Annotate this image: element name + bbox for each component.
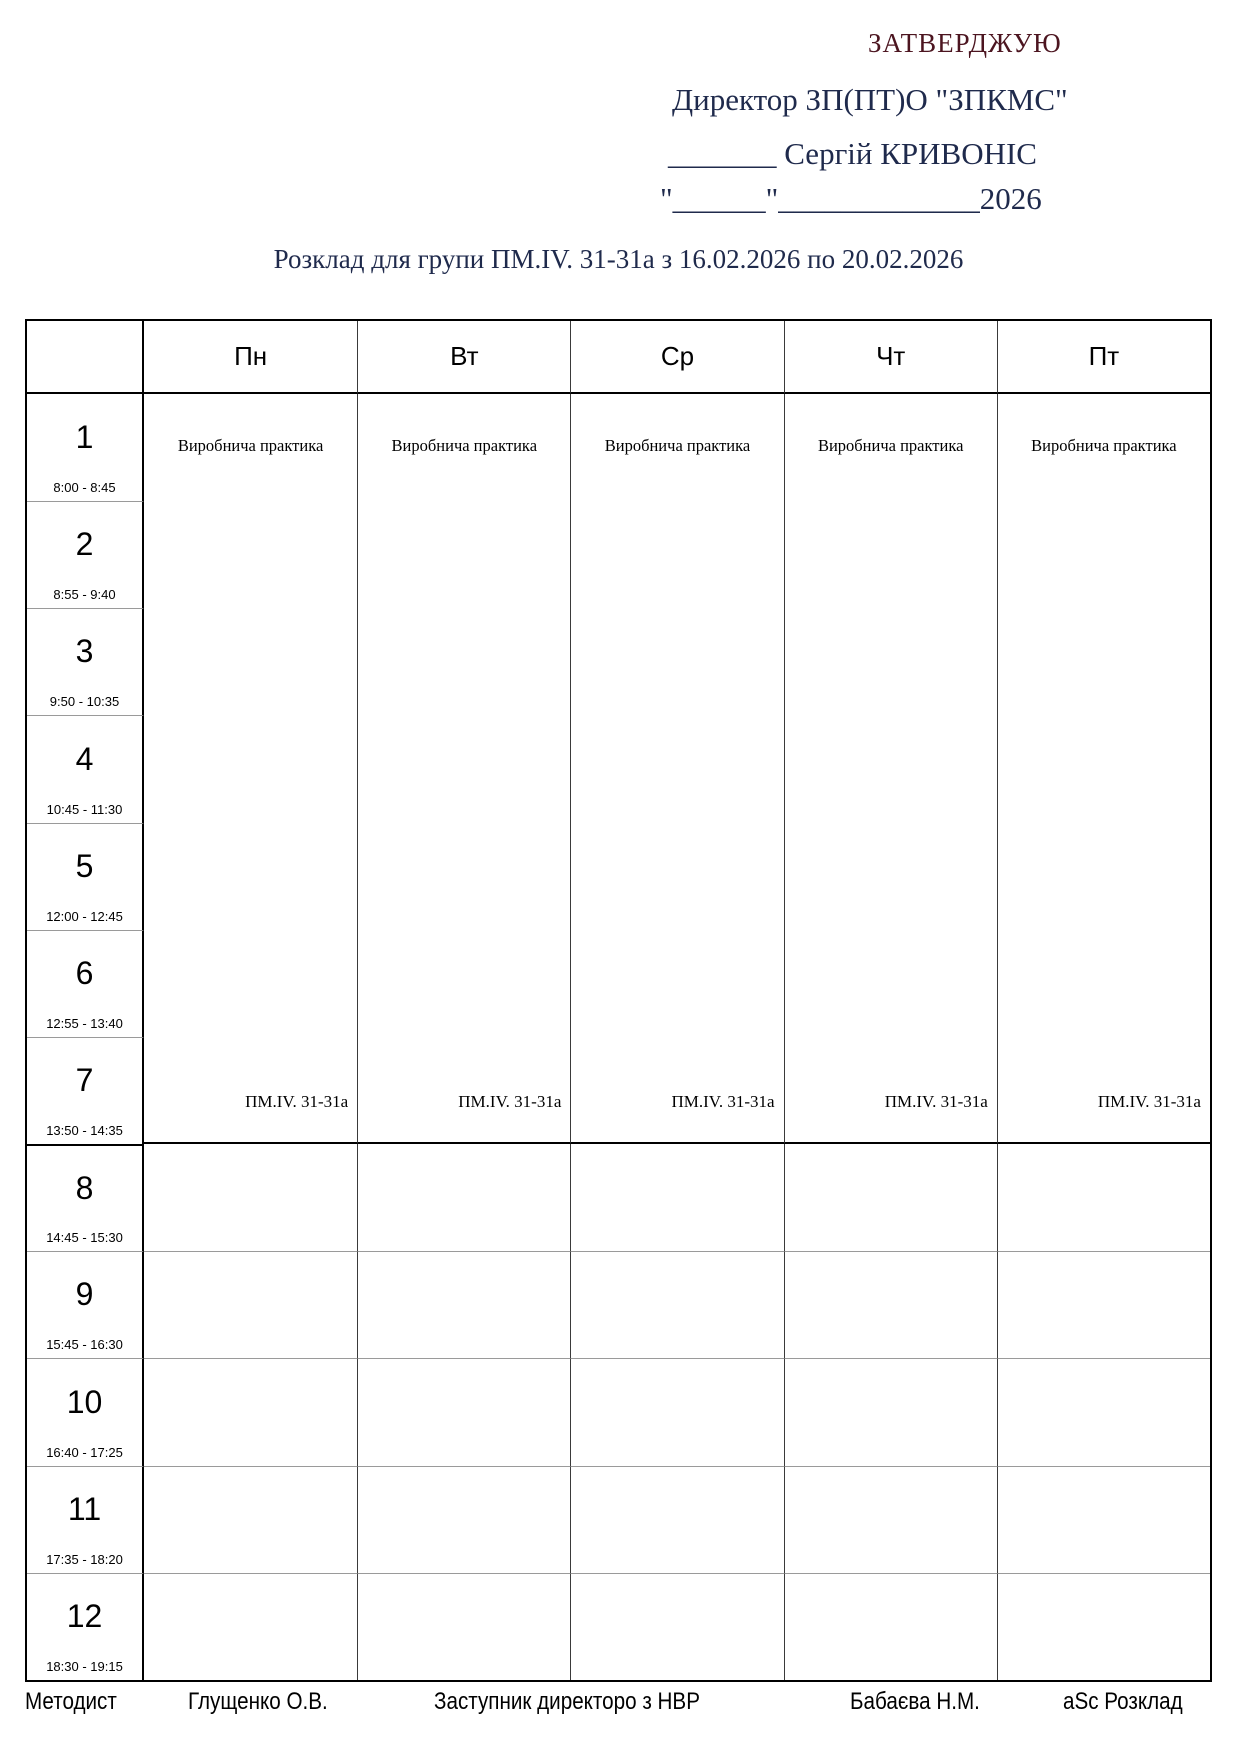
empty-cell [570,1573,783,1680]
approval-signature-line: _______ Сергій КРИВОНІС [668,136,1037,171]
schedule-title: Розклад для групи ПМ.IV. 31-31а з 16.02.2026 по 20.02.2026 [273,244,964,274]
period-number: 11 [67,1490,102,1527]
lesson-subject: Виробнича практика [1031,436,1177,455]
period-time: 9:50 - 10:35 [49,694,120,710]
period-time: 18:30 - 19:15 [46,1658,123,1674]
empty-cell [144,1466,357,1573]
empty-cell [357,1251,570,1358]
empty-cell [357,1573,570,1680]
period-number: 7 [75,1062,94,1099]
footer-item-4: aSc Розклад [1063,1688,1183,1715]
empty-cell [144,1144,357,1251]
period-cell-5 [27,823,144,930]
day-header-2: Вт [357,321,570,394]
period-cell-7 [27,1037,144,1144]
period-number: 6 [75,954,94,991]
empty-cell [784,1573,997,1680]
day-header-4: Чт [784,321,997,394]
footer-item-2: Заступник директоро з НВР [434,1688,700,1715]
period-cell-6 [27,930,144,1037]
lesson-group-label: ПМ.IV. 31-31а [458,1092,562,1112]
period-time: 12:55 - 13:40 [46,1015,123,1031]
approval-date-line: "______"_____________2026 [660,181,1042,216]
schedule-table [25,319,1212,1682]
period-time: 8:00 - 8:45 [53,480,116,496]
empty-cell [784,1144,997,1251]
empty-cell [784,1251,997,1358]
approval-director-line: Директор ЗП(ПТ)О "ЗПКМС" [672,82,1068,117]
period-cell-1 [27,394,144,501]
lesson-cell-day-4 [784,394,997,1144]
period-time: 14:45 - 15:30 [46,1230,123,1246]
lesson-cell-day-2 [357,394,570,1144]
empty-cell [357,1144,570,1251]
empty-cell [144,1251,357,1358]
empty-cell [144,1358,357,1465]
footer-item-0: Методист [25,1688,117,1715]
empty-cell [357,1466,570,1573]
footer [0,1688,1241,1718]
period-cell-4 [27,715,144,822]
period-time: 16:40 - 17:25 [46,1444,123,1460]
lesson-subject: Виробнича практика [177,436,324,455]
period-number: 10 [66,1383,103,1420]
corner-cell [27,321,144,394]
period-number: 3 [75,633,94,670]
lesson-group-label: ПМ.IV. 31-31а [671,1092,775,1112]
period-cell-3 [27,608,144,715]
period-number: 4 [75,740,94,777]
approval-stamp: ЗАТВЕРДЖУЮ [868,28,1062,58]
period-time: 13:50 - 14:35 [46,1123,123,1139]
period-cell-8 [27,1144,144,1251]
day-header-5: Пт [997,321,1210,394]
empty-cell [997,1144,1210,1251]
period-number: 12 [66,1597,103,1634]
period-number: 5 [75,847,94,884]
day-header-1: Пн [144,321,357,394]
period-cell-11 [27,1466,144,1573]
period-number: 9 [75,1276,94,1313]
day-header-3: Ср [570,321,783,394]
empty-cell [144,1573,357,1680]
empty-cell [357,1358,570,1465]
lesson-group-label: ПМ.IV. 31-31а [884,1092,988,1112]
lesson-cell-day-1 [144,394,357,1144]
period-cell-10 [27,1358,144,1465]
empty-cell [570,1466,783,1573]
period-cell-12 [27,1573,144,1680]
lesson-group-label: ПМ.IV. 31-31а [1097,1092,1201,1112]
empty-cell [570,1358,783,1465]
lesson-subject: Виробнича практика [391,436,538,455]
lesson-cell-day-5 [997,394,1210,1144]
lesson-cell-day-3 [570,394,783,1144]
empty-cell [784,1466,997,1573]
empty-cell [997,1251,1210,1358]
period-time: 10:45 - 11:30 [46,801,123,817]
empty-cell [784,1358,997,1465]
period-cell-9 [27,1251,144,1358]
period-time: 8:55 - 9:40 [53,587,116,603]
empty-cell [997,1466,1210,1573]
period-time: 15:45 - 16:30 [46,1337,123,1353]
lesson-group-label: ПМ.IV. 31-31а [245,1092,349,1112]
empty-cell [570,1251,783,1358]
empty-cell [997,1573,1210,1680]
period-time: 17:35 - 18:20 [46,1551,123,1567]
empty-cell [570,1144,783,1251]
footer-item-1: Глущенко О.В. [188,1688,328,1715]
empty-cell [997,1358,1210,1465]
period-number: 2 [75,526,94,563]
period-cell-2 [27,501,144,608]
period-time: 12:00 - 12:45 [46,908,123,924]
lesson-subject: Виробнича практика [604,436,751,455]
footer-item-3: Бабаєва Н.М. [850,1688,980,1715]
period-number: 1 [75,418,94,455]
period-number: 8 [75,1169,94,1206]
lesson-subject: Виробнича практика [817,436,964,455]
